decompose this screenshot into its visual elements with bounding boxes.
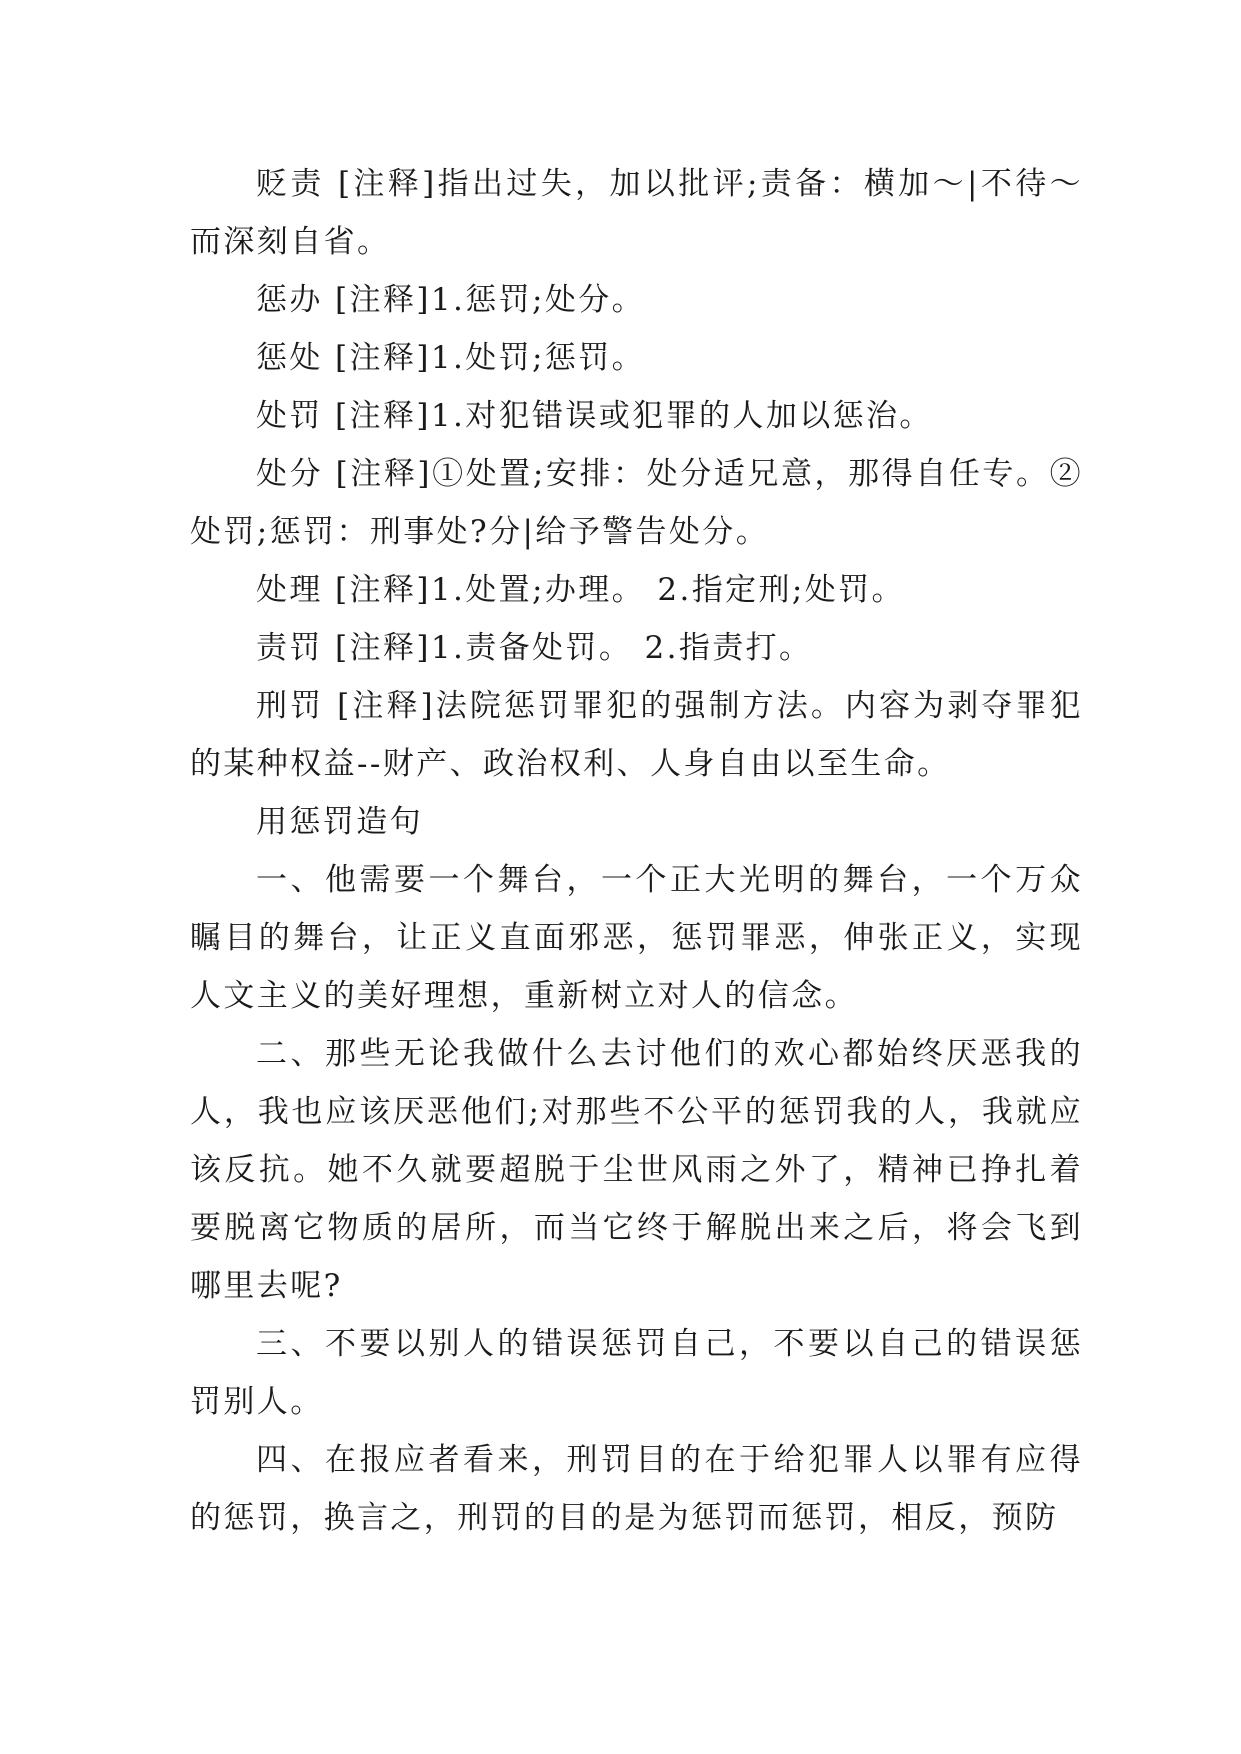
example-sentence-1: 一、他需要一个舞台，一个正大光明的舞台，一个万众瞩目的舞台，让正义直面邪恶，惩罚罪恶，伸张正义，实现人文主义的美好理想，重新树立对人的信念。: [190, 862, 1083, 1014]
paragraph-xingfa: 刑罚 [注释]法院惩罚罪犯的强制方法。内容为剥夺罪犯的某种权益--财产、政治权利、人身自由以至生命。: [190, 688, 1083, 782]
paragraph-bianze: 贬责 [注释]指出过失，加以批评;责备：横加～|不待～而深刻自省。: [190, 166, 1083, 260]
section-heading: 用惩罚造句: [256, 804, 423, 840]
paragraph-chengban: 惩办 [注释]1.惩罚;处分。: [256, 282, 646, 318]
example-sentence-3: 三、不要以别人的错误惩罚自己，不要以自己的错误惩罚别人。: [190, 1326, 1083, 1420]
paragraph-chuli: 处理 [注释]1.处置;办理。 2.指定刑;处罚。: [256, 572, 905, 608]
paragraph-chufen: 处分 [注释]①处置;安排：处分适兄意，那得自任专。②处罚;惩罚：刑事处?分|给予警告处分。: [190, 456, 1083, 550]
example-sentence-4: 四、在报应者看来，刑罚目的在于给犯罪人以罪有应得的惩罚，换言之，刑罚的目的是为惩罚而惩罚，相反，预防: [190, 1442, 1083, 1536]
paragraph-chengchu: 惩处 [注释]1.处罚;惩罚。: [256, 340, 646, 376]
paragraph-zefa: 责罚 [注释]1.责备处罚。 2.指责打。: [256, 630, 813, 666]
document-body: [190, 155, 1083, 1547]
example-sentence-2: 二、那些无论我做什么去讨他们的欢心都始终厌恶我的人，我也应该厌恶他们;对那些不公平的惩罚我的人，我就应该反抗。她不久就要超脱于尘世风雨之外了，精神已挣扎着要脱离它物质的居所，而当它终于解脱出来之后，将会飞到哪里去呢?: [190, 1036, 1083, 1304]
paragraph-chufa: 处罚 [注释]1.对犯错误或犯罪的人加以惩治。: [256, 398, 933, 434]
